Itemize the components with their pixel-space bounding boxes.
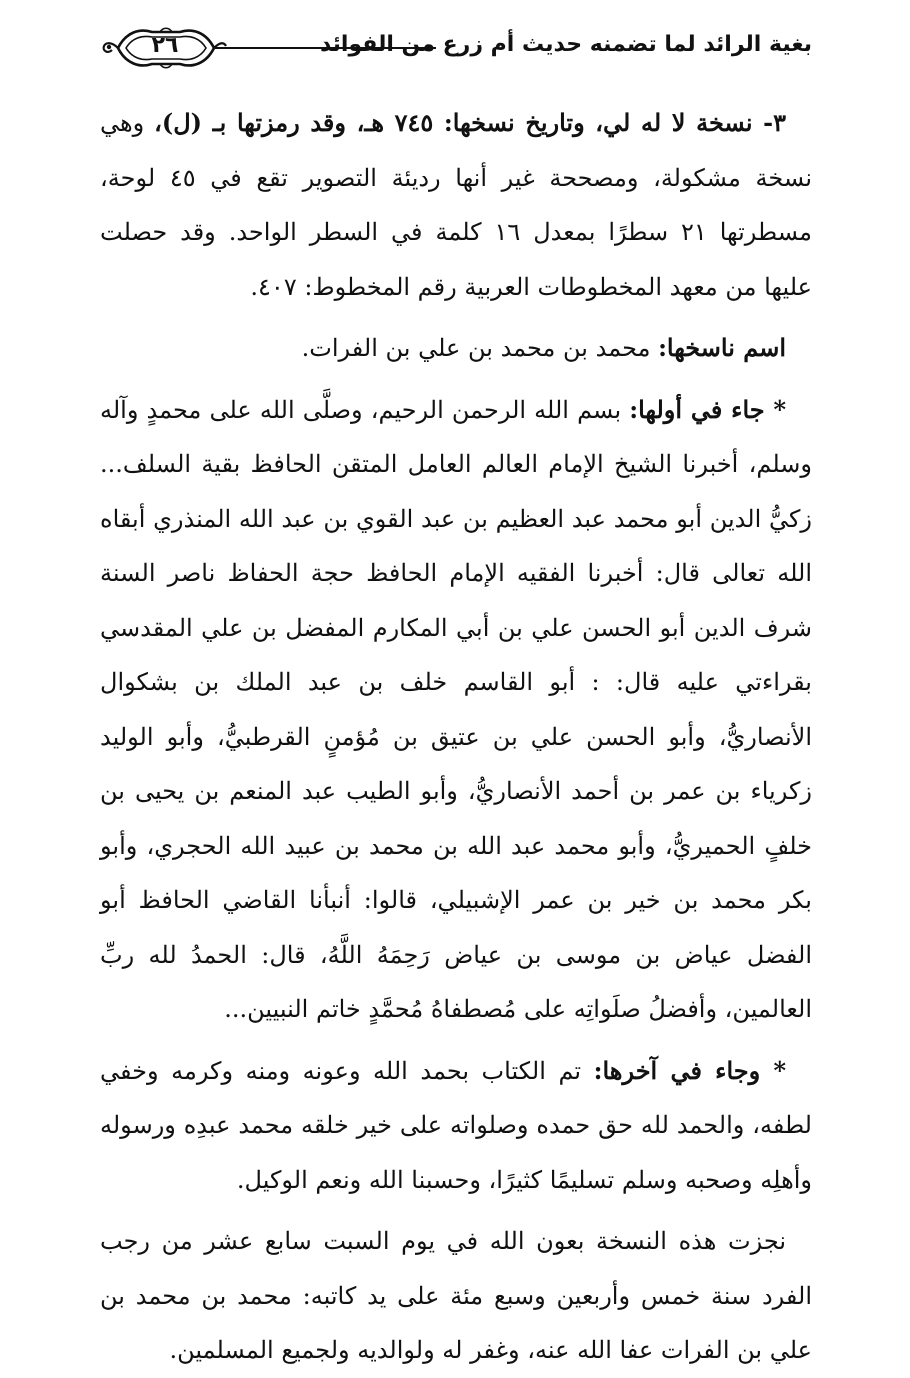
colophon-text: نجزت هذه النسخة بعون الله في يوم السبت سابع عشر من رجب الفرد سنة خمس وأربعين وسبع مئة على يد كاتبه: محمد بن محمد بن علي بن الفرات عفا الله عنه، وغفر له ولوالديه ولجميع المسلمين.	[100, 1227, 812, 1364]
page-header	[100, 22, 812, 74]
paragraph-copyist	[100, 321, 812, 376]
copyist-name: محمد بن محمد بن علي بن الفرات.	[301, 334, 659, 362]
manuscript-description: وهي نسخة مشكولة، ومصححة غير أنها رديئة التصوير تقع في ٤٥ لوحة، مسطرتها ٢١ سطرًا بمعدل ١٦ كلمة في السطر الواحد. وقد حصلت عليها من معهد المخطوطات العربية رقم المخطوط: ٤٠٧.	[100, 109, 813, 301]
asterisk-icon: *	[773, 394, 786, 424]
opening-text: بسم الله الرحمن الرحيم، وصلَّى الله على محمدٍ وآله وسلم، أخبرنا الشيخ الإمام العالم العامل المتقن الحافظ بقية السلف... زكيُّ الدين أبو محمد عبد العظيم بن عبد القوي بن عبد الله المنذري أبقاه الله تعالى قال: أخبرنا الفقيه الإمام الحافظ حجة الحفاظ ناصر السنة شرف الدين أبو الحسن علي بن أبي المكارم المفضل بن علي المقدسي بقراءتي عليه قال: : أبو القاسم خلف بن عبد الملك بن بشكوال الأنصاريُّ، وأبو الحسن علي بن عتيق بن مُؤمنٍ القرطبيُّ، وأبو الوليد زكرياء بن عمر بن أحمد الأنصاريُّ، وأبو الطيب عبد المنعم بن يحيى بن خلفٍ الحميريُّ، وأبو محمد عبد الله بن محمد بن عبيد الله الحجري، وأبو بكر محمد بن خير بن عمر الإشبيلي، قالوا: أنبأنا القاضي الحافظ أبو الفضل عياض بن موسى بن عياض رَحِمَهُ اللَّهُ، قال: الحمدُ لله ربِّ العالمين، وأفضلُ صلَواتِه على مُصطفاهُ مُحمَّدٍ خاتم النبيين...	[100, 395, 813, 1023]
header-rule	[226, 47, 436, 49]
asterisk-icon: *	[773, 1055, 787, 1085]
ending-label: وجاء في آخرها:	[593, 1055, 774, 1085]
paragraph-manuscript-description	[100, 96, 812, 314]
main-text	[100, 96, 812, 1378]
opening-label: جاء في أولها:	[629, 394, 774, 424]
paragraph-opening	[100, 383, 812, 1037]
paragraph-colophon	[100, 1214, 812, 1378]
manuscript-heading: ٣- نسخة لا له لي، وتاريخ نسخها: ٧٤٥ هـ، وقد رمزتها بـ (ل)،	[154, 108, 786, 137]
page-number: ٢٦	[151, 33, 179, 58]
paragraph-ending	[100, 1044, 812, 1208]
running-title: بغية الرائد لما تضمنه حديث أم زرع من الفوائد	[319, 32, 812, 57]
copyist-label: اسم ناسخها:	[658, 333, 786, 362]
ending-text: تم الكتاب بحمد الله وعونه ومنه وكرمه وخفي لطفه، والحمد لله حق حمده وصلواته على خير خلقه محمد عبدِه ورسوله وأهلِه وصحبه وسلم تسليمًا كثيرًا، وحسبنا الله ونعم الوكيل.	[100, 1056, 812, 1194]
